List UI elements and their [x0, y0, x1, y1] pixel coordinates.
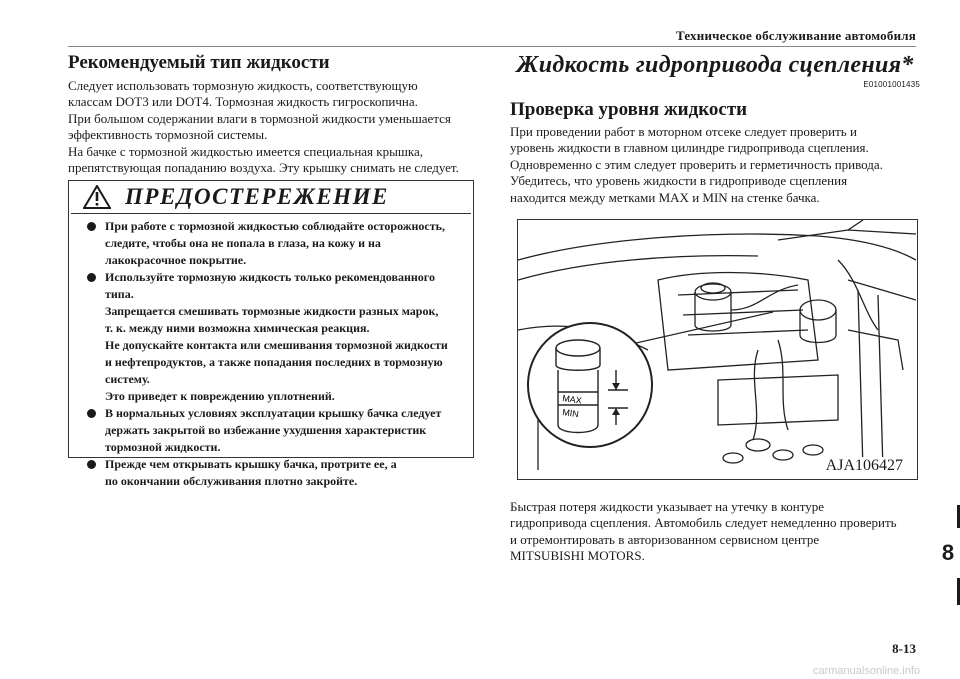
text-line: уровень жидкости в главном цилиндре гидропривода сцепления.	[510, 140, 869, 156]
text-line: классам DOT3 или DOT4. Тормозная жидкость гигроскопична.	[68, 94, 418, 110]
text-line: препятствующая попаданию воздуха. Эту крышку снимать не следует.	[68, 160, 459, 176]
bullet-icon	[87, 409, 96, 418]
text-line: эффективность тормозной системы.	[68, 127, 268, 143]
left-column	[68, 52, 478, 176]
level-check-text	[510, 124, 920, 206]
max-mark-label: MAX	[561, 393, 583, 406]
leak-warning-text	[510, 499, 920, 565]
text-line: При проведении работ в моторном отсеке следует проверить и	[510, 124, 857, 139]
warning-header	[69, 181, 473, 213]
warning-item: При работе с тормозной жидкостью соблюдайте осторожность, следите, чтобы она не попала в глаза, на кожу и на лакокрасочное покрытие.	[83, 218, 461, 269]
engine-bay-figure	[517, 219, 918, 480]
warning-triangle-icon	[83, 185, 111, 209]
document-code: E01001001435	[863, 80, 920, 89]
header-rule	[68, 46, 916, 47]
warning-box	[68, 180, 474, 488]
section-title-clutch-fluid: Жидкость гидропривода сцепления*	[516, 52, 914, 78]
text-line: MITSUBISHI MOTORS.	[510, 548, 645, 564]
warning-item: В нормальных условиях эксплуатации крышку бачка следует держать закрытой во избежание ухудшения характеристик тормозной жидкости.	[83, 405, 461, 456]
text-line: Одновременно с этим следует проверить и герметичность привода.	[510, 156, 883, 172]
bullet-icon	[87, 460, 96, 469]
fluid-type-text	[68, 78, 478, 176]
warning-item: Прежде чем открывать крышку бачка, протрите ее, а по окончании обслуживания плотно закройте.	[83, 456, 461, 490]
bullet-icon	[87, 222, 96, 231]
watermark: carmanualsonline.info	[812, 665, 920, 677]
right-column	[510, 52, 920, 206]
warning-item: Используйте тормозную жидкость только рекомендованного типа. Запрещается смешивать тормозные жидкости разных марок, т. к. между ними возможна химическая реакция. Не допускайте контакта или смешивания тормозной жидкости и нефтепродуктов, а также попадания последних в тормозную систему. Это приведет к повреждению уплотнений.	[83, 269, 461, 405]
chapter-tab: 8	[936, 528, 960, 578]
warning-list	[69, 214, 473, 490]
text-line: Быстрая потеря жидкости указывает на утечку в контуре	[510, 499, 824, 514]
text-line: гидропривода сцепления. Автомобиль следует немедленно проверить	[510, 515, 897, 531]
page-number: 8-13	[892, 641, 916, 656]
section-heading-level-check: Проверка уровня жидкости	[510, 99, 748, 120]
text-line: находится между метками MAX и MIN на стенке бачка.	[510, 189, 820, 205]
figure-label: AJA106427	[822, 457, 907, 475]
warning-title: ПРЕДОСТЕРЕЖЕНИЕ	[125, 184, 389, 209]
section-heading-fluid-type: Рекомендуемый тип жидкости	[68, 52, 330, 73]
text-line: При большом содержании влаги в тормозной жидкости уменьшается	[68, 110, 451, 126]
text-line: Убедитесь, что уровень жидкости в гидроприводе сцепления	[510, 173, 848, 189]
engine-bay-illustration	[518, 220, 916, 478]
bullet-icon	[87, 273, 96, 282]
text-line: На бачке с тормозной жидкостью имеется специальная крышка,	[68, 143, 423, 159]
min-mark-label: MIN	[561, 407, 580, 420]
page-header-title: Техническое обслуживание автомобиля	[675, 28, 916, 43]
text-line: и отремонтировать в авторизованном сервисном центре	[510, 531, 820, 547]
text-line: Следует использовать тормозную жидкость, соответствующую	[68, 78, 418, 93]
